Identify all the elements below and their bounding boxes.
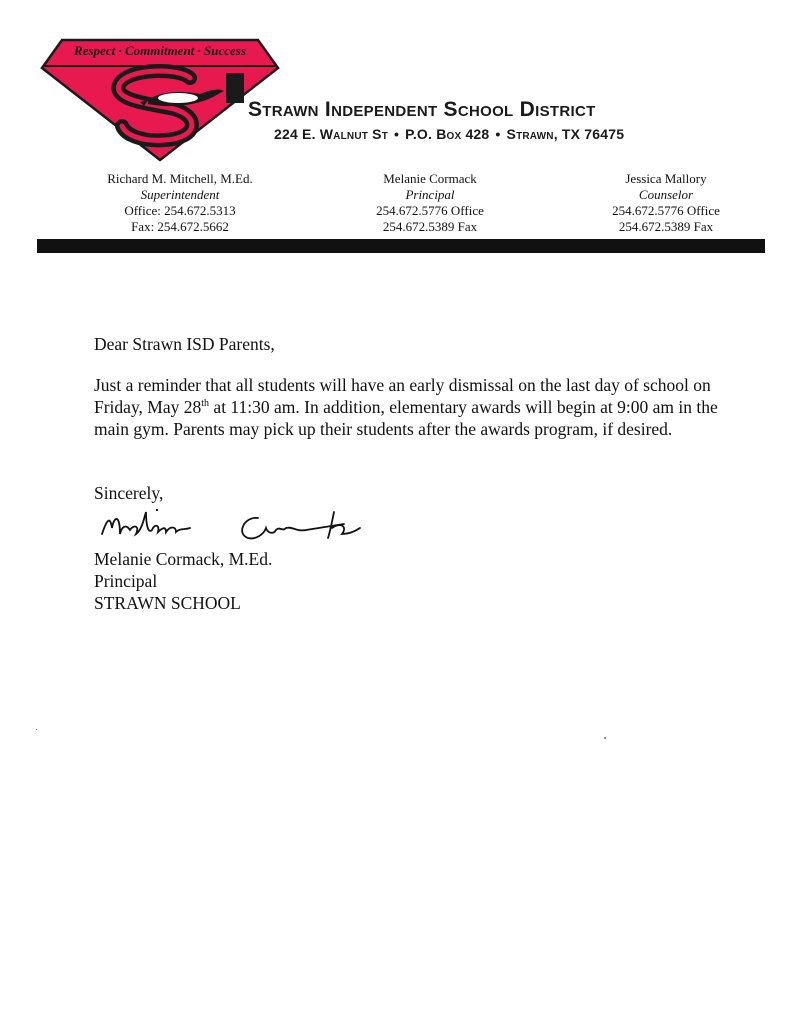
signer-title: Principal bbox=[94, 571, 158, 591]
signer-name: Melanie Cormack, M.Ed. bbox=[94, 549, 273, 569]
staff-principal bbox=[320, 171, 540, 235]
date-ordinal-suffix: th bbox=[201, 398, 210, 410]
staff-name: Richard M. Mitchell, M.Ed. bbox=[107, 171, 253, 186]
address-city: Strawn, TX 76475 bbox=[506, 126, 625, 142]
staff-role: Superintendent bbox=[140, 187, 220, 202]
staff-fax: Fax: 254.672.5662 bbox=[131, 219, 229, 234]
staff-phone: 254.672.5776 Office bbox=[612, 203, 720, 218]
staff-role: Counselor bbox=[638, 187, 694, 202]
staff-role: Principal bbox=[405, 187, 455, 202]
logo-motto: Respect · Commitment · Success bbox=[74, 43, 246, 58]
address-po-box: P.O. Box 428 bbox=[405, 126, 490, 142]
letter-greeting: Dear Strawn ISD Parents, bbox=[94, 334, 275, 354]
scan-speck bbox=[604, 737, 606, 739]
staff-superintendent bbox=[70, 171, 290, 235]
signer-organization: STRAWN SCHOOL bbox=[94, 593, 241, 613]
staff-phone: 254.672.5776 Office bbox=[376, 203, 484, 218]
letter-body-part: Just a reminder that all students will have an early dismissal on the last day of school on Friday, May 28 bbox=[94, 375, 711, 417]
district-address bbox=[274, 126, 624, 142]
bullet-separator: • bbox=[495, 126, 501, 142]
staff-phone: Office: 254.672.5313 bbox=[124, 203, 236, 218]
letter-body-part: at 11:30 am. In addition, elementary awards will begin at 9:00 am in the main gym. Parents may pick up their students after the awards program, if desired. bbox=[94, 397, 718, 439]
handwritten-signature bbox=[96, 504, 376, 552]
staff-name: Jessica Mallory bbox=[625, 171, 707, 186]
letter-body bbox=[94, 374, 734, 440]
staff-fax: 254.672.5389 Fax bbox=[382, 219, 478, 234]
district-name: Strawn Independent School District bbox=[248, 98, 596, 121]
district-logo bbox=[40, 28, 280, 163]
letter-closing: Sincerely, bbox=[94, 483, 164, 503]
staff-counselor bbox=[556, 171, 776, 235]
address-street: 224 E. Walnut St bbox=[274, 126, 388, 142]
staff-fax: 254.672.5389 Fax bbox=[618, 219, 714, 234]
scan-speck bbox=[36, 729, 37, 730]
header-divider bbox=[37, 239, 765, 253]
staff-name: Melanie Cormack bbox=[383, 171, 477, 186]
bullet-separator: • bbox=[394, 126, 400, 142]
